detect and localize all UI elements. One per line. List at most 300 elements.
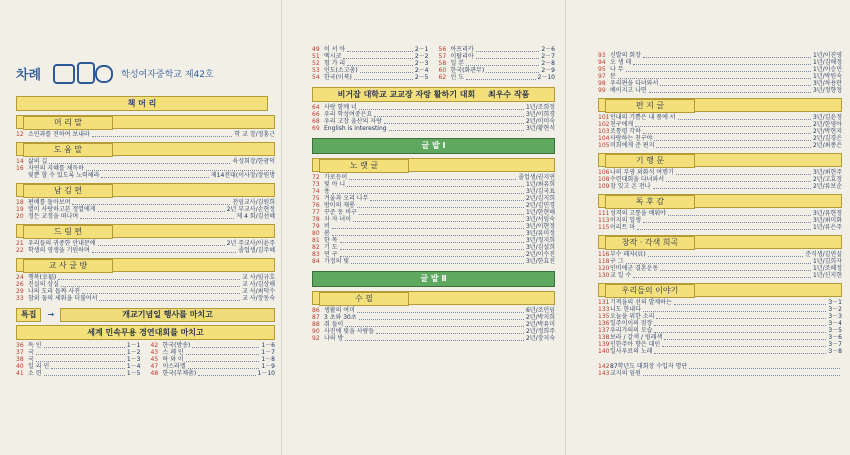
entry-author: 2년/박유미 [525,321,555,328]
toc-entry[interactable] [439,74,556,81]
leader-dots [36,361,125,362]
leader-dots [648,256,803,257]
entry-author: 2년/이미숙 [525,118,555,125]
toc-entry[interactable] [16,274,275,281]
page-number: 49 [312,46,320,53]
entry-title: 이리트 마 [610,224,636,231]
toc-entry[interactable] [151,349,276,356]
toc-entry[interactable] [16,349,141,356]
entry-author: 전임교사/김원희 [232,199,275,206]
entry-author: 2－6 [541,46,555,53]
toc-entry[interactable] [598,52,842,59]
toc-entry[interactable] [598,87,842,94]
leader-dots [354,79,413,80]
page-number: 105 [598,142,610,149]
entry-title: 자연의 지혜를 체득하 [28,165,84,172]
entry-title: 편배를 돌아보며 [28,199,71,206]
toc-entry[interactable] [312,125,555,132]
section-entries [598,299,842,355]
page-number: 98 [598,80,606,87]
toc-entry[interactable] [598,128,842,135]
entry-title: 멕시코 [324,53,342,60]
toc-entry[interactable] [312,74,429,81]
entry-title: 자 자 녀이 [324,216,351,223]
entry-title: 구 그 [610,258,624,265]
leader-dots [345,340,524,341]
entry-author: 2－10 [537,74,555,81]
toc-entry[interactable] [312,188,555,195]
page-number: 130 [598,272,610,279]
leader-dots [370,200,524,201]
entry-title: 한국(부채춤) [162,370,197,377]
entry-title: 이스라엘 [162,363,186,370]
entry-title: 헝 가 리 [324,60,346,67]
leader-dots [359,214,524,215]
toc-entry[interactable] [312,46,429,53]
entry-author: 2－2 [414,53,429,60]
section-entries [16,158,275,179]
page-number: 118 [598,258,610,265]
toc-entry[interactable] [312,321,555,328]
toc-entry[interactable] [598,272,842,279]
entry-author: 3년/이희경 [525,111,555,118]
leader-dots [349,179,516,180]
toc-entry[interactable] [598,313,842,320]
contest-banner [312,87,555,102]
leader-dots [662,346,826,347]
entry-title: 아프리카 [450,46,474,53]
entry-author: 1년/김희자 [812,258,842,265]
entry-title: 밤이의 재롱 [324,202,355,209]
entry-author: 3년/최현주 [812,169,842,176]
entry-title: 잠 잊고 온 전나 [610,183,651,190]
section-label: 교 사 글 방 [23,259,113,273]
entry-title: 인도(소고춤) [324,67,358,74]
toc-entry[interactable] [312,118,555,125]
toc-entry[interactable] [598,370,842,377]
section-label: 남 김 편 [23,184,113,198]
section-label: 독 후 감 [605,195,695,209]
entry-author: 3년/정향정 [812,87,842,94]
entry-title: 3 초와 30초 [324,314,357,321]
section-heading [16,183,275,197]
special-tag: 특집 [16,308,41,322]
toc-entry[interactable] [312,237,555,244]
entry-author: 3년/김국표 [525,188,555,195]
section-entries [16,131,275,138]
page-number: 92 [312,335,320,342]
page-number: 136 [598,320,610,327]
toc-entry[interactable] [312,195,555,202]
entry-author: 3년/정지희 [525,237,555,244]
entry-title: 한국(화관무) [450,67,485,74]
page-number: 69 [312,125,320,132]
toc-entry[interactable] [16,370,141,377]
part2-title: 글 밭 Ⅱ [312,271,555,287]
entry-title: 진실의 상실 [28,281,59,288]
toc-entry[interactable] [16,165,275,172]
grid-column [312,46,429,81]
entry-author: 3－7 [828,341,842,348]
toc-entry[interactable] [312,67,429,74]
section [16,224,275,254]
section-entries [598,210,842,231]
page-number: 97 [598,73,606,80]
page-number: 21 [16,240,24,247]
page-number: 56 [438,46,447,53]
leader-dots [58,279,240,280]
part1 [312,138,555,172]
toc-entry[interactable] [598,210,842,217]
toc-entry[interactable] [16,158,275,165]
entry-title: 성격의 고통을 배워야 [610,210,666,217]
entry-author: 1년/이승민 [812,66,842,73]
toc-entry[interactable] [312,60,429,67]
entry-author: 1－2 [126,349,141,356]
toc-entry[interactable] [312,174,555,181]
entry-title: 기 도 [324,244,338,251]
entry-title: 나의 부영 외화석 여행기 [610,169,674,176]
entry-title: 87학년도 대회장 수입자 명단 [610,363,688,370]
page-number: 106 [598,169,610,176]
entry-title: 보라 / 갈색 / 빙래색 [610,334,663,341]
toc-entry[interactable] [598,142,842,149]
toc-entry[interactable] [598,327,842,334]
entry-title: 사진에 빛을 사람들 [324,328,375,335]
toc-entry[interactable] [312,314,555,321]
page-number: 139 [598,341,610,348]
page-number: 73 [312,181,320,188]
section-heading [598,235,842,249]
entry-author: 3－8 [828,348,842,355]
special-section [16,308,275,340]
entry-author: 3－3 [828,313,842,320]
entry-author: 2년 주교사/이윤주 [226,240,275,247]
entry-title: 국 [28,349,34,356]
entry-title: 한국(방송) [162,342,191,349]
section-entries [598,169,842,190]
leader-dots [332,235,524,236]
page-number: 66 [312,111,320,118]
entry-title: 한 목 [324,237,338,244]
leader-dots [186,354,260,355]
leader-dots [633,277,811,278]
entry-title: 겨울과 오리 나무 [324,195,369,202]
toc-entry[interactable] [439,53,556,60]
page-number: 74 [312,188,320,195]
page-number: 12 [16,131,24,138]
toc-title: 차례 [16,67,42,83]
page-number: 137 [598,327,610,334]
entry-title: 인내의 기쁨은 내 품에 서 [610,114,676,121]
toc-entry[interactable] [598,320,842,327]
entry-title: 한국(이북) [324,74,352,81]
entry-author: 1－1 [126,342,141,349]
entry-title: 행복(幸福) [28,274,57,281]
page-number: 36 [16,342,24,349]
toc-entry[interactable] [16,295,275,302]
leader-dots [626,263,811,264]
section-heading [598,153,842,167]
toc-entry[interactable] [598,59,842,66]
section-label: 기 행 문 [605,154,695,168]
entry-author: 2년/정희주 [525,328,555,335]
school-logo [51,61,111,85]
leader-dots [186,361,260,362]
songs-list [312,174,555,265]
section-heading [16,142,275,156]
toc-entry[interactable] [312,104,555,111]
toc-entry[interactable] [16,363,141,370]
section-entries [16,274,275,302]
entry-author: 1년/이진영 [812,52,842,59]
leader-dots [99,300,240,301]
entry-author: 2년/류보순 [812,183,842,190]
page-number: 41 [16,370,24,377]
page-number: 94 [598,59,606,66]
page-number: 20 [16,213,24,220]
entry-author: 2년/이수진 [525,251,555,258]
entry-title: 인한주아 향은 대인 [610,341,661,348]
toc-entry[interactable] [312,335,555,342]
page-number: 26 [16,281,24,288]
toc-entry[interactable] [598,176,842,183]
leader-dots [347,186,524,187]
page-number: 99 [598,87,606,94]
entry-author: 1－6 [261,342,275,349]
leader-dots [656,318,826,319]
toc-entry[interactable] [312,111,555,118]
toc-entry[interactable] [598,80,842,87]
toc-entry[interactable] [598,258,842,265]
leader-dots [476,51,540,52]
toc-entry[interactable] [16,247,275,254]
entry-title: 소인과를 전하여 보내라 [28,131,90,138]
toc-entry[interactable] [598,66,842,73]
section-entries [16,240,275,254]
page-number: 140 [598,348,610,355]
toc-entry[interactable] [598,169,842,176]
toc-entry[interactable] [598,135,842,142]
toc-entry[interactable] [312,328,555,335]
entry-author: 2년/김지희 [525,195,555,202]
page-number: 109 [598,183,610,190]
page-number: 54 [312,74,320,81]
page-number: 143 [598,370,610,377]
toc-entry[interactable] [16,213,275,220]
toc-entry[interactable] [151,342,276,349]
toc-entry[interactable] [439,46,556,53]
entry-author: 1－7 [261,349,275,356]
page-number: 83 [312,251,320,258]
entry-author: 교 사/임규호 [242,274,275,281]
entry-author: 2－4 [414,67,429,74]
toc-entry[interactable] [312,307,555,314]
dance-grid-2 [312,46,555,81]
page-number: 43 [150,349,159,356]
toc-entry[interactable] [312,258,555,265]
toc-entry[interactable] [598,306,842,313]
entry-title: 이 서 아 [324,46,346,53]
toc-entry[interactable] [598,348,842,355]
toc-entry[interactable] [312,223,555,230]
entry-title: 용 [324,188,330,195]
toc-entry[interactable] [16,281,275,288]
page-middle [282,0,566,455]
toc-entry[interactable] [598,251,842,258]
entry-title: 소 련 [28,370,42,377]
entry-title: 일사우료의 노래 [610,348,653,355]
page-number: 58 [438,60,447,67]
toc-entry[interactable] [598,299,842,306]
page-number: 115 [598,224,610,231]
toc-entry[interactable] [598,341,842,348]
toc-entry[interactable] [312,244,555,251]
toc-entry[interactable] [598,217,842,224]
toc-entry[interactable] [598,73,842,80]
leader-dots [80,218,234,219]
toc-entry[interactable] [312,181,555,188]
entry-author: 2－3 [414,60,429,67]
toc-entry[interactable] [312,202,555,209]
entry-title: 가정의 빛 [324,258,350,265]
entry-title: 연 구 [324,251,338,258]
entry-title: 문 [610,73,616,80]
footer-list [598,363,842,377]
section [16,142,275,179]
leader-dots [660,270,811,271]
entry-author: 1년/신지현 [812,272,842,279]
entry-title: 나의 도리 돕짜 사진 [28,288,81,295]
leader-dots [340,249,524,250]
page-number: 45 [150,356,159,363]
toc-entry[interactable] [16,172,275,179]
toc-entry[interactable] [151,370,276,377]
page-number: 19 [16,206,24,213]
toc-entry[interactable] [598,265,842,272]
toc-entry[interactable] [312,216,555,223]
leader-dots [359,109,524,110]
toc-entry[interactable] [439,60,556,67]
toc-entry[interactable] [16,206,275,213]
page-number: 16 [16,165,24,172]
toc-entry[interactable] [151,356,276,363]
entry-title: 나의 방 [324,335,344,342]
leader-dots [654,325,826,326]
page-number: 79 [312,223,320,230]
entry-author: 3－4 [828,320,842,327]
issue-title: 학성여자중학교 제42호 [121,69,214,80]
entry-author: 6년/조민임 [525,307,555,314]
toc-entry[interactable] [16,288,275,295]
leader-dots [347,51,413,52]
page-number: 52 [312,60,320,67]
toc-entry[interactable] [16,199,275,206]
toc-entry[interactable] [598,363,842,370]
page-number: 111 [598,210,610,217]
leader-dots [666,181,811,182]
toc-entry[interactable] [312,209,555,216]
leader-dots [359,319,524,320]
entry-author: 1－10 [257,370,275,377]
entry-author: 2년/고효정 [812,176,842,183]
entry-title: 오늘을 위한 소리 [610,313,655,320]
leader-dots [635,126,811,127]
entry-title: 봄 [324,230,330,237]
page-number: 82 [312,244,320,251]
toc-entry[interactable] [16,356,141,363]
leader-dots [689,368,840,369]
toc-entry[interactable] [598,334,842,341]
entry-author: 교 사/김상해 [242,281,275,288]
leader-dots [466,79,536,80]
entry-author: 제14전대(이사장/장원명 [210,172,275,179]
section-heading [598,283,842,297]
leader-dots [653,188,811,189]
toc-entry[interactable] [312,251,555,258]
page-number: 14 [16,158,24,165]
toc-entry[interactable] [312,230,555,237]
page-number: 64 [312,104,320,111]
part1-subhead [312,158,555,172]
leader-dots [44,375,125,376]
leader-dots [374,116,524,117]
toc-entry[interactable] [16,240,275,247]
entry-title: English is interesting [324,125,387,132]
entry-author: 2년/김경은 [812,135,842,142]
leader-dots [353,221,524,222]
entry-title: 삶의 길 [28,158,48,165]
entry-title: 친구에게 [610,121,634,128]
leader-dots [466,65,539,66]
toc-entry[interactable] [312,53,429,60]
entry-author: 1년/한현해 [525,209,555,216]
page-number: 102 [598,121,610,128]
entry-title: 별이 사랑하고픈 정열에게 [28,206,96,213]
entry-title: 배이지고 나면 [610,87,647,94]
toc-entry[interactable] [16,342,141,349]
entry-author: 1－9 [261,363,275,370]
leader-dots [654,332,826,333]
page-number: 33 [16,295,24,302]
leader-dots [618,78,811,79]
leader-dots [44,347,125,348]
toc-entry[interactable] [598,183,842,190]
section-entries [598,251,842,279]
toc-entry[interactable] [598,121,842,128]
toc-entry[interactable] [439,67,556,74]
toc-entry[interactable] [16,131,275,138]
special-subtitle: 세계 민속무용 경연대회를 마치고 [16,325,275,340]
leader-dots [51,368,125,369]
part2 [312,271,555,305]
section-label: 드 림 편 [23,225,113,239]
special-main-title: 개교기념일 행사를 마치고 [60,308,275,322]
toc-entry[interactable] [151,363,276,370]
toc-entry[interactable] [598,224,842,231]
entry-title: 우리들의 귀중한 안내문에 [28,240,96,247]
leader-dots [82,293,240,294]
leader-dots [668,215,811,216]
page-number: 68 [312,118,320,125]
page-right [566,0,850,455]
leader-dots [649,92,811,93]
toc-entry[interactable] [598,114,842,121]
page-number: 42 [150,342,159,349]
leader-dots [61,286,240,287]
entry-author: 1－3 [126,356,141,363]
leader-dots [664,339,826,340]
